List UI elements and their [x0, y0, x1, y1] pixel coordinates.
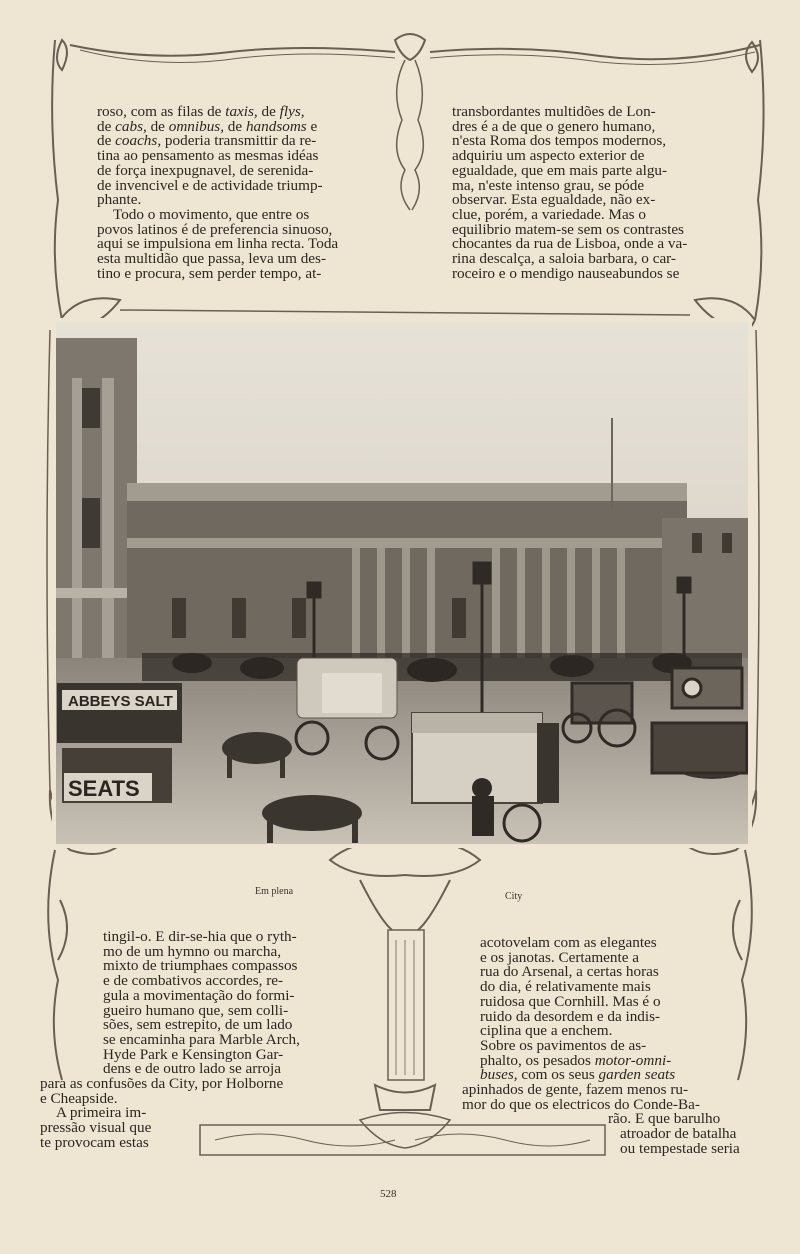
- text-line: Todo o movimento, que entre os: [113, 205, 310, 223]
- text-line: povos latinos é de preferencia sinuoso,: [97, 220, 333, 238]
- text-line: clue, porém, a variedade. Mas o: [452, 205, 646, 223]
- street-photograph: [52, 318, 752, 848]
- caption-right: City: [505, 891, 523, 902]
- top-center-knot: [395, 34, 425, 60]
- text-line: esta multidão que passa, leva um des-: [97, 250, 327, 268]
- text-line: se encaminha para Marble Arch,: [103, 1030, 300, 1048]
- text-line: para as confusões da City, por Holborne: [40, 1075, 284, 1093]
- text-line: Hyde Park e Kensington Gar-: [103, 1045, 284, 1063]
- text-line: tino e procura, sem perder tempo, at-: [97, 264, 322, 282]
- text-line: tingil-o. E dir-se-hia que o ryth-: [103, 928, 297, 945]
- text-line: do dia, é relativamente mais: [480, 978, 651, 996]
- text-line: mo de um hymno ou marcha,: [103, 942, 281, 960]
- caption-left: Em plena: [255, 886, 294, 897]
- text-line: dens e de outro lado se arroja: [103, 1060, 281, 1078]
- text-line: n'esta Roma dos tempos modernos,: [452, 132, 667, 150]
- text-line: gula a movimentação do formi-: [103, 986, 295, 1004]
- text-line: rua do Arsenal, a certas horas: [480, 963, 659, 981]
- text-line: ma, n'este intenso grau, se póde: [452, 176, 645, 194]
- text-line: mixto de triumphaes compassos: [103, 957, 298, 975]
- text-line: phante.: [97, 191, 142, 209]
- top-left-garland: [70, 45, 395, 56]
- text-line: A primeira im-: [56, 1104, 147, 1122]
- omnibus-left: [57, 683, 182, 803]
- left-upper-vine: [52, 40, 62, 320]
- text-line: aqui se impulsiona em linha recta. Toda: [97, 235, 339, 253]
- right-upper-vine: [755, 40, 764, 320]
- text-line: tina ao pensamento as mesmas idéas: [97, 147, 319, 165]
- bottom-right-column: [462, 936, 767, 1157]
- text-line: sões, sem estrepito, de um lado: [103, 1016, 293, 1034]
- text-line: roso, com as filas de taxis, de flys,: [97, 103, 305, 120]
- text-line: de invencivel e de actividade triump-: [97, 176, 323, 194]
- text-line: roceiro e o mendigo nauseabundos se: [452, 264, 680, 282]
- text-line: acotovelam com as elegantes: [480, 934, 657, 951]
- bottom-left-column: [40, 930, 343, 1151]
- text-line: ruidosa que Cornhill. Mas é o: [480, 992, 661, 1010]
- text-line: phalto, os pesados motor-omni-: [480, 1051, 672, 1069]
- text-line: observar. Esta egualdade, não ex-: [452, 191, 656, 209]
- text-line: dres é a de que o genero humano,: [452, 117, 656, 135]
- text-line: adquiriu um aspecto exterior de: [452, 147, 645, 165]
- text-line: mor do que os electricos do Conde-Ba-: [462, 1095, 700, 1113]
- text-line: de coachs, poderia transmittir da re-: [97, 132, 317, 150]
- top-right-garland: [430, 45, 760, 59]
- top-left-column: [97, 105, 368, 281]
- center-column: [388, 930, 424, 1080]
- text-line: chocantes da rua de Lisboa, onde a va-: [452, 235, 688, 253]
- text-line: gueiro humano que, sem colli-: [103, 1001, 289, 1019]
- text-line: te provocam estas: [40, 1133, 149, 1151]
- text-line: ruido da desordem e da indis-: [480, 1007, 661, 1025]
- text-line: de cabs, de omnibus, de handsoms e: [97, 117, 318, 135]
- text-line: Sobre os pavimentos de as-: [480, 1036, 647, 1054]
- text-line: buses, com os seus garden seats: [480, 1066, 676, 1084]
- top-right-column: [452, 105, 719, 281]
- text-line: atroador de batalha: [620, 1125, 737, 1143]
- text-line: transbordantes multidões de Lon-: [452, 103, 656, 120]
- text-line: e Cheapside.: [40, 1089, 118, 1107]
- text-line: ciplina que a enchem.: [480, 1022, 613, 1040]
- text-line: rina descalça, a saloia barbara, o car-: [452, 250, 676, 268]
- text-line: ou tempestade seria: [620, 1139, 740, 1157]
- text-line: apinhados de gente, fazem menos ru-: [462, 1081, 689, 1099]
- text-line: rão. E que barulho: [608, 1110, 721, 1128]
- text-line: e de combativos accordes, re-: [103, 972, 284, 990]
- sign-abbeys-salt: ABBEYS SALT: [68, 693, 173, 710]
- text-line: equilibrio matem-se sem os contrastes: [452, 220, 684, 238]
- crowd: [142, 653, 742, 682]
- text-line: e os janotas. Certamente a: [480, 948, 639, 966]
- text-line: egualdade, que em mais parte algu-: [452, 161, 668, 179]
- sign-seats: SEATS: [68, 776, 140, 801]
- text-line: pressão visual que: [40, 1119, 152, 1137]
- page-number: 528: [380, 1188, 397, 1200]
- text-line: de força inexpugnavel, de serenida-: [97, 161, 314, 179]
